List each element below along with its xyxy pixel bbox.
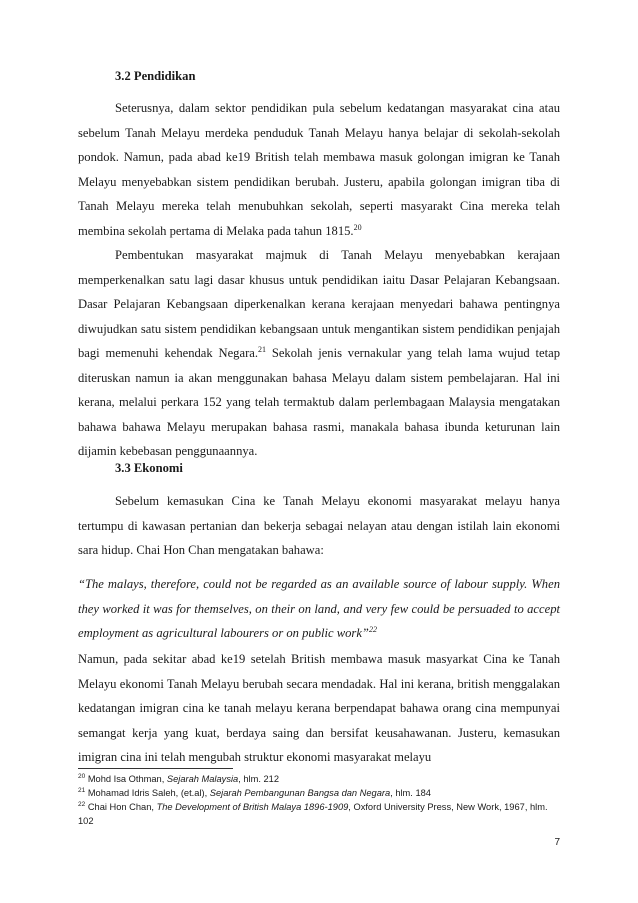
section-heading-ekonomi: 3.3 Ekonomi — [115, 461, 183, 475]
paragraph-text: Pembentukan masyarakat majmuk di Tanah Melayu menyebabkan kerajaan memperkenalkan satu lagi dasar khusus untuk pendidikan iaitu Dasar Pelajaran Kebangsaan. Dasar Pelajaran Kebangsaan diperkenalkan kerana kerajaan menyedari bahawa pentingnya diwujudkan satu sistem pendidikan kebangsaan untuk mengantikan sistem pendidikan penjajah bagi memenuhi kehendak Negara. — [78, 248, 560, 360]
footnote-ref-21[interactable]: 21 — [258, 345, 267, 354]
footnote-author: Chai Hon Chan, — [85, 802, 157, 812]
footnote-number: 20 — [78, 773, 86, 780]
footnote-author: Mohamad Idris Saleh, (et.al), — [85, 788, 210, 798]
footnote-number: 21 — [78, 787, 86, 794]
page-number: 7 — [554, 837, 560, 848]
footnote-title: Sejarah Pembangunan Bangsa dan Negara — [209, 788, 391, 798]
paragraph-text: Sebelum kemasukan Cina ke Tanah Melayu ekonomi masyarakat melayu hanya tertumpu di kawasan pertanian dan bekerja sebagai nelayan atau dengan istilah lain ekonomi sara hidup. Chai Hon Chan mengatakan bahawa: — [78, 494, 560, 557]
block-quote — [78, 572, 560, 646]
paragraph-ekonomi-1 — [78, 489, 560, 563]
paragraph-pendidikan-2 — [78, 243, 560, 464]
footnote-22 — [78, 800, 560, 828]
footnote-number: 22 — [78, 801, 86, 808]
footnote-21 — [78, 786, 560, 800]
quote-text: “The malays, therefore, could not be regarded as an available source of labour supply. When they worked it was for themselves, on their on land, and very few could be persuaded to accept employment as agricultural labourers or on public work” — [78, 577, 560, 640]
footnote-detail: , Oxford University Press, New Work, 1967, hlm. 102 — [78, 802, 548, 826]
footnote-detail: , hlm. 212 — [238, 774, 280, 784]
document-page — [78, 0, 560, 903]
paragraph-ekonomi-2 — [78, 647, 560, 770]
section-heading-pendidikan: 3.2 Pendidikan — [115, 69, 196, 83]
footnote-ref-20[interactable]: 20 — [353, 222, 362, 232]
paragraph-text: Sekolah jenis vernakular yang telah lama wujud tetap diteruskan namun ia akan menggunakan bahasa Melayu dalam sistem pembelajaran. Hal ini kerana, melalui perkara 152 yang telah termaktub dalam perlembagaan Malaysia mengatakan bahawa bahawa Melayu merupakan bahasa rasmi, manakala bahasa ibunda keturunan lain dijamin kebebasan penggunaannya. — [78, 346, 561, 458]
paragraph-text: Seterusnya, dalam sektor pendidikan pula sebelum kedatangan masyarakat cina atau sebelum Tanah Melayu merdeka penduduk Tanah Melayu hanya belajar di sekolah-sekolah pondok. Namun, pada abad ke19 British telah membawa masuk golongan imigran ke Tanah Melayu menyebabkan sistem pendidikan berubah. Justeru, apabila golongan imigran tiba di Tanah Melayu mereka telah menubuhkan sekolah, seperti masyarakt Cina mereka telah membina sekolah pertama di Melaka pada tahun 1815. — [78, 101, 560, 238]
paragraph-pendidikan-1 — [78, 96, 560, 243]
footnote-title: The Development of British Malaya 1896-1909 — [156, 802, 349, 812]
footnote-separator — [78, 768, 233, 769]
footnote-20 — [78, 772, 560, 786]
footnote-title: Sejarah Malaysia — [166, 774, 239, 784]
footnote-detail: , hlm. 184 — [390, 788, 431, 798]
paragraph-text: Namun, pada sekitar abad ke19 setelah British membawa masuk masyarkat Cina ke Tanah Melayu ekonomi Tanah Melayu berubah secara mendadak. Hal ini kerana, british menggalakan kedatangan imigran cina ke tanah melayu kerana berpendapat bahawa orang cina mempunyai semangat kerja yang kuat, berdaya saing dan bersifat keusahawanan. Justeru, kemasukan imigran cina ini telah mengubah struktur ekonomi masyarakat melayu — [78, 652, 560, 764]
footnote-author: Mohd Isa Othman, — [85, 774, 167, 784]
footnote-ref-22[interactable]: 22 — [368, 625, 377, 634]
footnotes — [78, 772, 560, 828]
